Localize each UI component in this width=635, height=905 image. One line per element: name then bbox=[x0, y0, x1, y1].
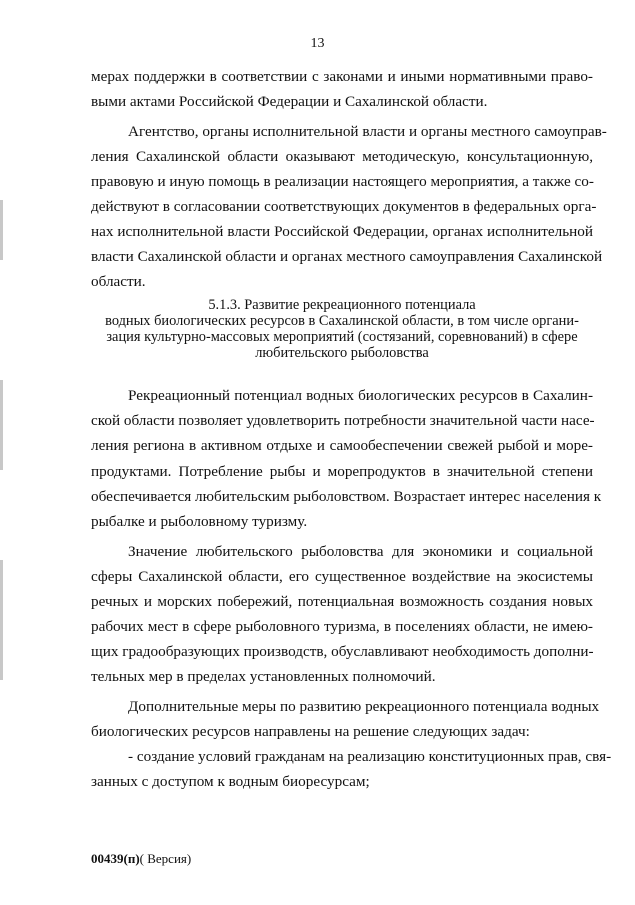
text-line: Дополнительные меры по развитию рекреационного потенциала водных bbox=[128, 698, 600, 715]
text-line: щих градообразующих производств, обуславливают необходимость дополни- bbox=[91, 643, 594, 660]
text-line: Значение любительского рыболовства для экономики и социальной bbox=[128, 543, 593, 560]
text-line: ления Сахалинской области оказывают методическую, консультационную, bbox=[91, 148, 593, 165]
text-line: области. bbox=[91, 273, 146, 290]
heading-line: любительского рыболовства bbox=[255, 345, 429, 361]
text-line: действуют в согласовании соответствующих документов в федеральных орга- bbox=[91, 198, 597, 215]
document-version: ( Версия) bbox=[139, 851, 192, 866]
text-line: ской области позволяет удовлетворить потребности значительной части насе- bbox=[91, 412, 595, 429]
text-line: речных и морских побережий, потенциальная возможность создания новых bbox=[91, 593, 593, 610]
page-number: 13 bbox=[310, 36, 325, 51]
text-line: нах исполнительной власти Российской Федерации, органах исполнительной bbox=[91, 223, 593, 240]
text-line: ления региона в активном отдыхе и самообеспечении свежей рыбой и море- bbox=[91, 437, 593, 454]
scan-edge-mark bbox=[0, 380, 3, 470]
heading-line: зация культурно-массовых мероприятий (состязаний, соревнований) в сфере bbox=[106, 329, 578, 345]
text-line: выми актами Российской Федерации и Сахалинской области. bbox=[91, 93, 488, 110]
text-line: власти Сахалинской области и органах местного самоуправления Сахалинской bbox=[91, 248, 603, 265]
text-line: занных с доступом к водным биоресурсам; bbox=[91, 773, 370, 790]
text-line: продуктами. Потребление рыбы и морепродуктов в значительной степени bbox=[91, 463, 593, 480]
text-line: сферы Сахалинской области, его существенное воздействие на экосистемы bbox=[91, 568, 593, 585]
document-code: 00439(п) bbox=[91, 851, 140, 866]
text-line: мерах поддержки в соответствии с законами и иными нормативными право- bbox=[91, 68, 593, 85]
text-line: - создание условий гражданам на реализацию конституционных прав, свя- bbox=[128, 748, 612, 765]
text-line: Рекреационный потенциал водных биологических ресурсов в Сахалин- bbox=[128, 387, 593, 404]
scan-edge-mark bbox=[0, 200, 3, 260]
text-line: биологических ресурсов направлены на решение следующих задач: bbox=[91, 723, 530, 740]
scan-edge-mark bbox=[0, 560, 3, 680]
text-line: Агентство, органы исполнительной власти и органы местного самоуправ- bbox=[128, 123, 607, 140]
heading-line: водных биологических ресурсов в Сахалинской области, в том числе органи- bbox=[105, 313, 579, 329]
text-line: рыбалке и рыболовному туризму. bbox=[91, 513, 308, 530]
heading-line: 5.1.3. Развитие рекреационного потенциала bbox=[208, 297, 476, 313]
text-line: рабочих мест в сфере рыболовного туризма, в поселениях области, не имею- bbox=[91, 618, 593, 635]
text-line: тельных мер в пределах установленных полномочий. bbox=[91, 668, 436, 685]
document-footer bbox=[91, 851, 191, 867]
text-line: обеспечивается любительским рыболовством. Возрастает интерес населения к bbox=[91, 488, 602, 505]
text-line: правовую и иную помощь в реализации настоящего мероприятия, а также со- bbox=[91, 173, 594, 190]
